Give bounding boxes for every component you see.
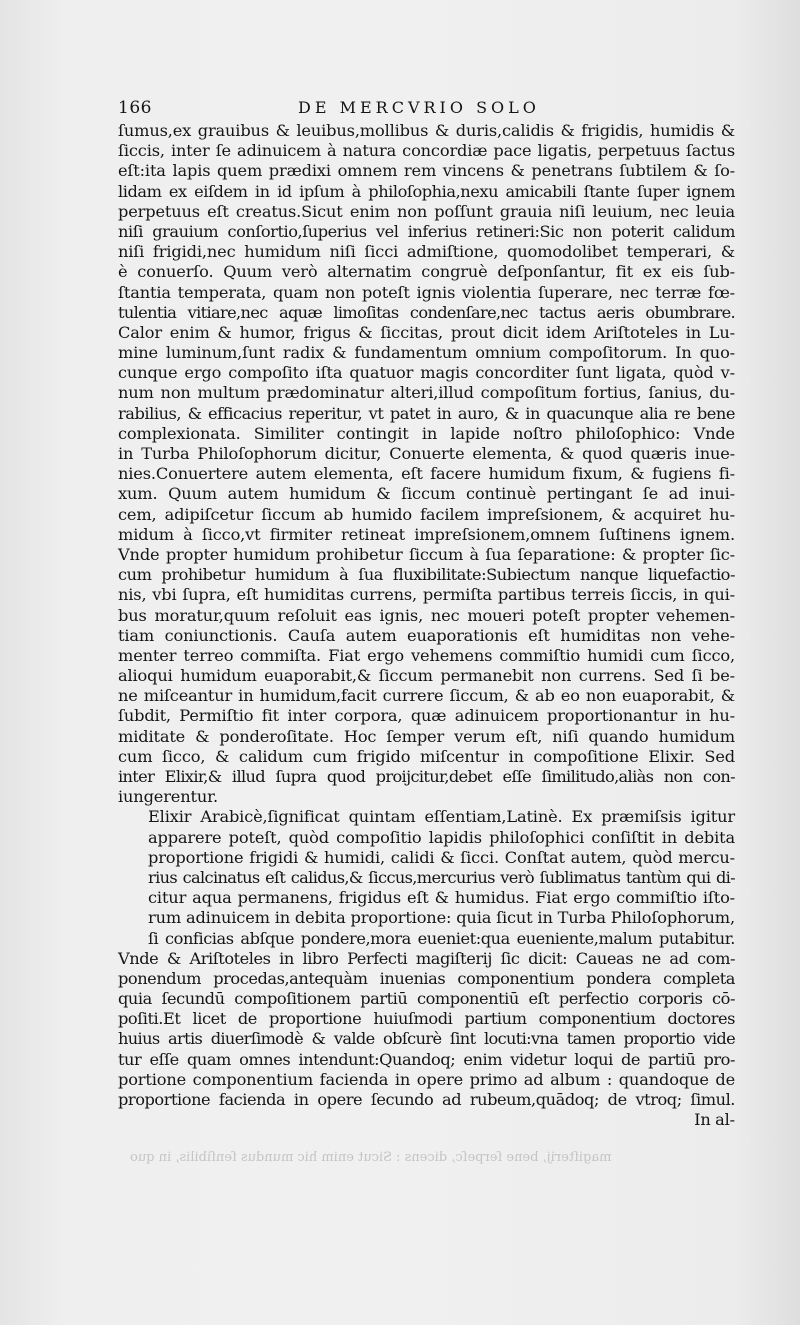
- text-line: tiam coniunctionis. Cauſa autem euaporationis eſt humiditas non vehe-: [118, 625, 735, 645]
- text-line: ponendum procedas,antequàm inuenias componentium pondera completa: [118, 968, 735, 988]
- text-line: huius artis diuerſimodè & valde obſcurè ſint locuti:vna tamen proportio vide: [118, 1029, 735, 1049]
- text-line: rum adinuicem in debita proportione: quia ſicut in Turba Philoſophorum,: [148, 908, 735, 928]
- page-number: 166: [118, 98, 152, 118]
- text-line: ſi conficias abſque pondere,mora eueniet:qua eueniente,malum putabitur.: [148, 928, 735, 948]
- text-line: proportione facienda in opere ſecundo ad rubeum,quādoq; de vtroq; ſimul.: [118, 1090, 735, 1109]
- text-line: midum à ſicco,vt firmiter retineat impreſsionem,omnem ſuſtinens ignem.: [118, 524, 735, 544]
- text-line: complexionata. Similiter contingit in lapide noſtro philoſophico: Vnde: [118, 423, 735, 443]
- text-line: nies.Conuertere autem elementa, eſt facere humidum fixum, & fugiens fi-: [118, 464, 735, 484]
- text-line: tur eſſe quam omnes intendunt:Quandoq; enim videtur loqui de partiū pro-: [118, 1049, 735, 1069]
- text-line: cum prohibetur humidum à ſua fluxibilitate:Subiectum nanque liquefactio-: [118, 565, 735, 585]
- text-line: ſubdit, Permiſtio fit inter corpora, quæ adinuicem proportionantur in hu-: [118, 706, 735, 726]
- text-line: cunque ergo compoſito iſta quatuor magis concorditer ſunt ligata, quòd v-: [118, 363, 735, 383]
- text-line: quia ſecundū compoſitionem partiū componentiū eſt perfectio corporis cō-: [118, 989, 735, 1009]
- bleed-through-text: magiſterij, bene ſerpeſc, dicens : Sicut enim hic mundus ſenſibilis, in quo: [130, 1150, 612, 1165]
- text-line: perpetuus eſt creatus.Sicut enim non poſſunt grauia niſi leuium, nec leuia: [118, 201, 735, 221]
- text-line: è conuerſo. Quum verò alternatim congruè deſponſantur, fit ex eis ſub-: [118, 262, 735, 282]
- text-line: inter Elixir,& illud ſupra quod proijcitur,debet eſſe ſimilitudo,aliàs non con-: [118, 767, 735, 786]
- text-line: niſi frigidi,nec humidum niſi ſicci admiſtione, quomodolibet temperari, &: [118, 242, 735, 262]
- text-line: eſt:ita lapis quem prædixi omnem rem vincens & penetrans ſubtilem & ſo-: [118, 161, 735, 181]
- text-line: ſtantia temperata, quam non poteſt ignis violentia ſuperare, nec terræ fœ-: [118, 282, 735, 302]
- text-line: portione componentium facienda in opere primo ad album : quandoque de: [118, 1069, 735, 1089]
- text-line: ſumus,ex grauibus & leuibus,mollibus & duris,calidis & frigidis, humidis &: [118, 121, 735, 140]
- body-text: [118, 121, 735, 1130]
- text-line: proportione frigidi & humidi, calidi & ſicci. Conſtat autem, quòd mercu-: [148, 847, 735, 867]
- text-line: ne miſceantur in humidum,facit currere ſiccum, & ab eo non euaporabit, &: [118, 686, 735, 706]
- text-line: num non multum prædominatur alteri,illud compoſitum fortius, ſanius, du-: [118, 383, 735, 403]
- text-line: cem, adipiſcetur ſiccum ab humido facilem impreſsionem, & acquiret hu-: [118, 504, 735, 524]
- text-line: niſi grauium conſortio,ſuperius vel inferius retineri:Sic non poterit calidum: [118, 221, 735, 241]
- text-line: nis, vbi ſupra, eſt humiditas currens, permiſta partibus terreis ſiccis, in qui-: [118, 585, 735, 605]
- running-head: DE MERCVRIO SOLO: [298, 98, 540, 117]
- text-line: Vnde & Ariſtoteles in libro Perfecti magiſterij ſic dicit: Caueas ne ad com-: [118, 948, 735, 968]
- text-line: xum. Quum autem humidum & ſiccum continuè pertingant ſe ad inui-: [118, 484, 735, 504]
- text-line: citur aqua permanens, frigidus eſt & humidus. Fiat ergo commiſtio iſto-: [148, 888, 735, 908]
- text-line: bus moratur,quum reſoluit eas ignis, nec moueri poteſt propter vehemen-: [118, 605, 735, 625]
- text-line: Elixir Arabicè,ſignificat quintam eſſentiam,Latinè. Ex præmiſsis igitur: [148, 807, 735, 827]
- text-line: apparere poteſt, quòd compoſitio lapidis philoſophici conſiſtit in debita: [148, 827, 735, 847]
- text-line: ſiccis, inter ſe adinuicem à natura concordiæ pace ligatis, perpetuus ſactus: [118, 141, 735, 161]
- text-line: Calor enim & humor, frigus & ſiccitas, prout dicit idem Ariſtoteles in Lu-: [118, 322, 735, 342]
- text-line: rabilius, & efficacius reperitur, vt patet in auro, & in quacunque alia re bene: [118, 403, 735, 423]
- text-line: lidam ex eiſdem in id ipſum à philoſophia,nexu amicabili ſtante ſuper ignem: [118, 181, 735, 201]
- catchword: In al-: [694, 1110, 735, 1130]
- text-line: menter terreo commiſta. Fiat ergo vehemens commiſtio humidi cum ſicco,: [118, 645, 735, 665]
- text-line: rius calcinatus eſt calidus,& ſiccus,mercurius verò ſublimatus tantùm qui di-: [148, 867, 735, 887]
- text-line: iungerentur.: [118, 787, 218, 807]
- text-line: mine luminum,ſunt radix & fundamentum omnium compoſitorum. In quo-: [118, 343, 735, 363]
- text-line: poſiti.Et licet de proportione huiuſmodi partium componentium doctores: [118, 1009, 735, 1029]
- text-line: miditate & ponderoſitate. Hoc ſemper verum eſt, niſi quando humidum: [118, 726, 735, 746]
- text-line: Vnde propter humidum prohibetur ſiccum à ſua ſeparatione: & propter ſic-: [118, 544, 735, 564]
- text-line: alioqui humidum euaporabit,& ſiccum permanebit non currens. Sed ſi be-: [118, 666, 735, 686]
- text-line: tulentia vitiare,nec aquæ limoſitas condenſare,nec tactus aeris obumbrare.: [118, 302, 735, 322]
- text-line: cum ſicco, & calidum cum frigido miſcentur in compoſitione Elixir. Sed: [118, 746, 735, 766]
- page-header: [118, 98, 735, 122]
- text-line: in Turba Philoſophorum dicitur, Conuerte elementa, & quod quæris inue-: [118, 444, 735, 463]
